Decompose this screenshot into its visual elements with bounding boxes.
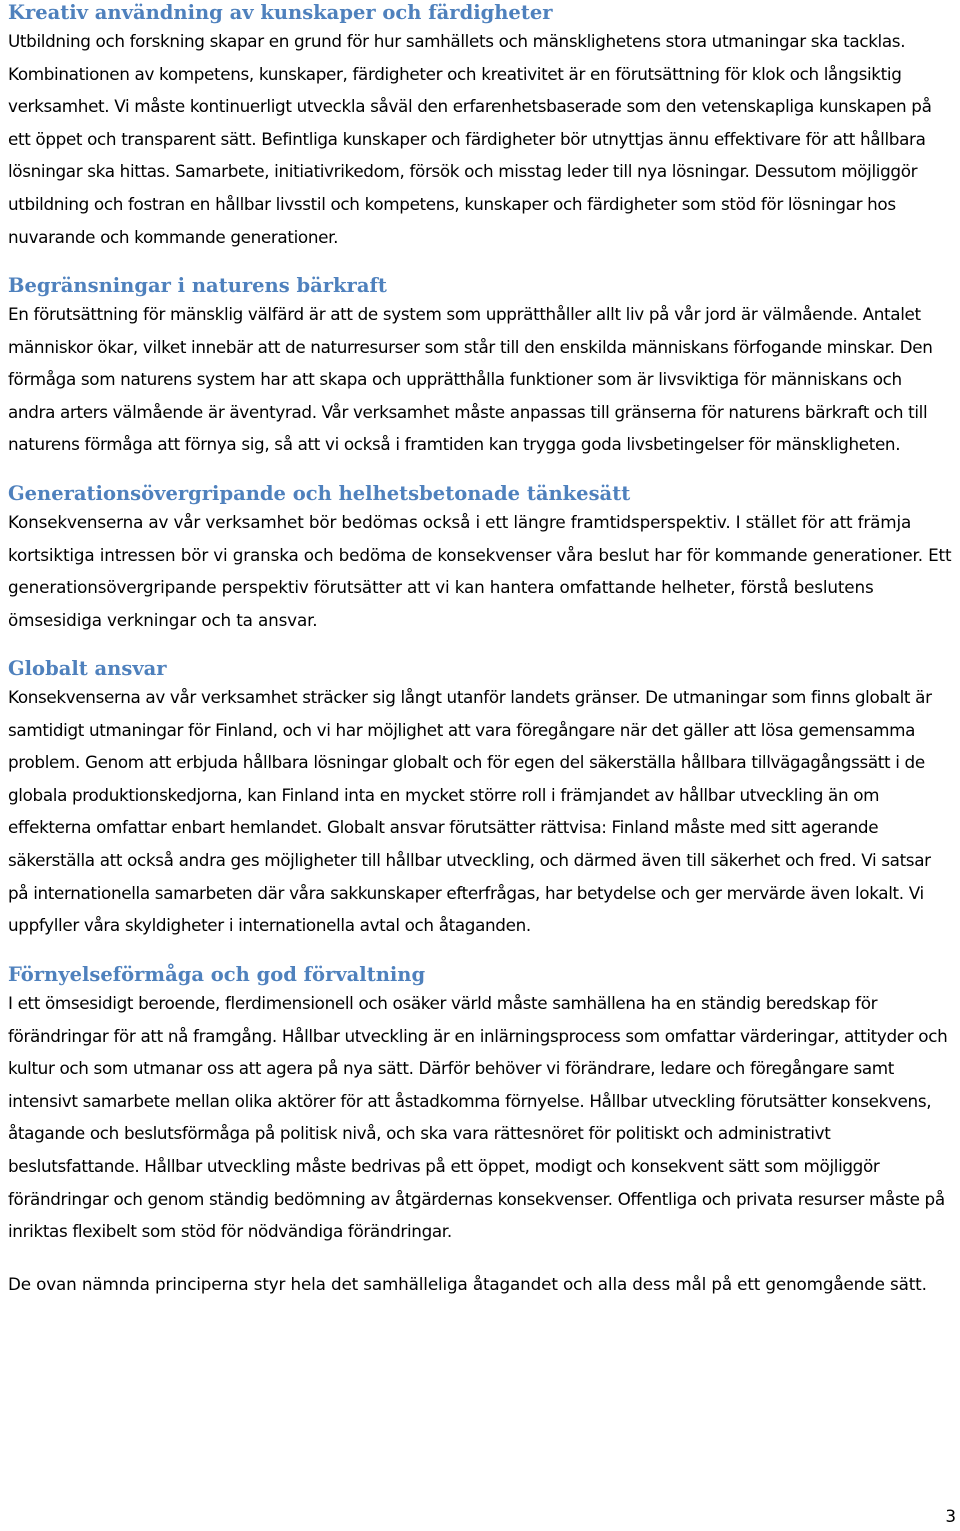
- section-heading-wrap: [8, 656, 952, 681]
- section-paragraph: Konsekvenserna av vår verksamhet sträcker sig långt utanför landets gränser. De utmaningar som finns globalt är samtidigt utmaningar för Finland, och vi har möjlighet att vara föregångare när det gäller att lösa gemensamma problem. Genom att erbjuda hållbara lösningar globalt och för egen del säkerställa hållbara tillvägagångssätt i de globala produktionskedjorna, kan Finland inta en mycket större roll i främjandet av hållbar utveckling än om effekterna omfattar enbart hemlandet. Globalt ansvar förutsätter rättvisa: Finland måste med sitt agerande säkerställa att också andra ges möjligheter till hållbar utveckling, och därmed även till säkerhet och fred. Vi satsar på internationella samarbeten där våra sakkunskaper efterfrågas, har betydelse och ger mervärde även lokalt. Vi uppfyller våra skyldigheter i internationella avtal och åtaganden.: [8, 687, 932, 936]
- section-heading-wrap: [8, 0, 952, 25]
- section-global-responsibility: [8, 656, 952, 942]
- closing-section: [8, 1268, 927, 1301]
- section-heading-wrap: [8, 962, 952, 987]
- section-heading-wrap: [8, 481, 952, 506]
- page-number: 3: [945, 1506, 956, 1526]
- section-renewal-governance: [8, 962, 952, 1248]
- section-paragraph: Utbildning och forskning skapar en grund för hur samhällets och mänsklighetens stora utmaningar ska tacklas. Kombinationen av kompetens, kunskaper, färdigheter och kreativitet är en förutsättning för klok och långsiktig verksamhet. Vi måste kontinuerligt utveckla såväl den erfarenhetsbaserade som den vetenskapliga kunskapen på ett öppet och transparent sätt. Befintliga kunskaper och färdigheter bör utnyttjas ännu effektivare för att hållbara lösningar ska hittas. Samarbete, initiativrikedom, försök och misstag leder till nya lösningar. Dessutom möjliggör utbildning och fostran en hållbar livsstil och kompetens, kunskaper och färdigheter som stöd för lösningar hos nuvarande och kommande generationer.: [8, 31, 932, 247]
- section-heading-wrap: [8, 273, 952, 298]
- section-heading: Kreativ användning av kunskaper och färdigheter: [8, 1, 553, 24]
- section-heading: Generationsövergripande och helhetsbetonade tänkesätt: [8, 482, 631, 505]
- closing-paragraph: De ovan nämnda principerna styr hela det samhälleliga åtagandet och alla dess mål på ett genomgående sätt.: [8, 1274, 927, 1294]
- section-paragraph: En förutsättning för mänsklig välfärd är att de system som upprätthåller allt liv på vår jord är välmående. Antalet människor ökar, vilket innebär att de naturresurser som står till den enskilda människans förfogande minskar. Den förmåga som naturens system har att skapa och upprätthålla funktioner som är livsviktiga för människans och andra arters välmående är äventyrad. Vår verksamhet måste anpassas till gränserna för naturens bärkraft och till naturens förmåga att förnya sig, så att vi också i framtiden kan trygga goda livsbetingelser för mänskligheten.: [8, 304, 933, 455]
- section-generational-thinking: [8, 481, 952, 636]
- section-heading: Förnyelseförmåga och god förvaltning: [8, 963, 426, 986]
- section-creative-use: [8, 0, 952, 253]
- section-paragraph: I ett ömsesidigt beroende, flerdimensionell och osäker värld måste samhällena ha en ständig beredskap för förändringar för att nå framgång. Hållbar utveckling är en inlärningsprocess som omfattar värderingar, attityder och kultur och som utmanar oss att agera på nya sätt. Därför behöver vi förändrare, ledare och föregångare samt intensivt samarbete mellan olika aktörer för att åstadkomma förnyelse. Hållbar utveckling förutsätter konsekvens, åtagande och beslutsförmåga på politisk nivå, och ska vara rättesnöret för politiskt och administrativt beslutsfattande. Hållbar utveckling måste bedrivas på ett öppet, modigt och konsekvent sätt som möjliggör förändringar och genom ständig bedömning av åtgärdernas konsekvenser. Offentliga och privata resurser måste på inriktas flexibelt som stöd för nödvändiga förändringar.: [8, 993, 948, 1242]
- section-heading: Begränsningar i naturens bärkraft: [8, 274, 387, 297]
- section-nature-limits: [8, 273, 952, 461]
- section-heading: Globalt ansvar: [8, 657, 167, 680]
- section-paragraph: Konsekvenserna av vår verksamhet bör bedömas också i ett längre framtidsperspektiv. I stället för att främja kortsiktiga intressen bör vi granska och bedöma de konsekvenser våra beslut har för kommande generationer. Ett generationsövergripande perspektiv förutsätter att vi kan hantera omfattande helheter, förstå beslutens ömsesidiga verkningar och ta ansvar.: [8, 512, 952, 630]
